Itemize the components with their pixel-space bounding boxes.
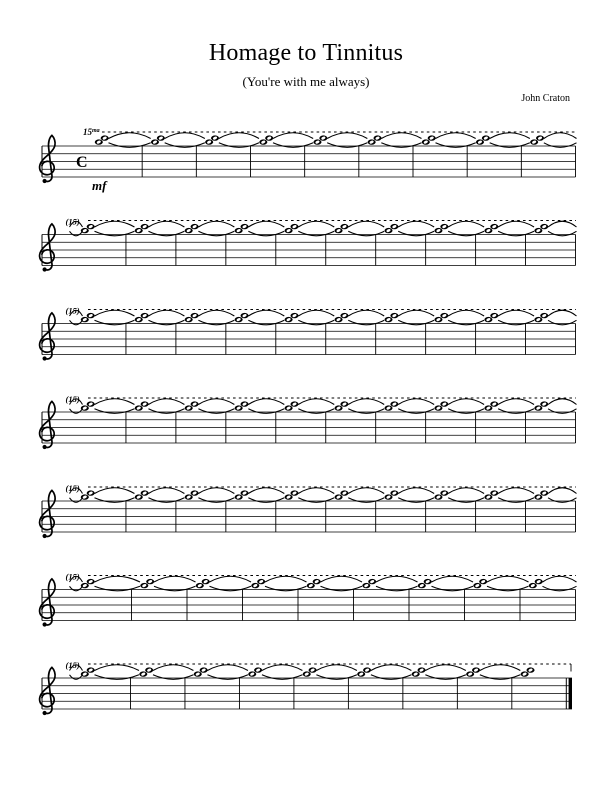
tie-lower-curve	[148, 498, 184, 503]
tie-lower-curve	[273, 143, 313, 148]
dynamic-marking: mf	[92, 178, 107, 193]
tie-lower-curve	[448, 498, 484, 503]
staff-system	[40, 572, 577, 627]
tie-lower-curve	[70, 320, 83, 325]
tie	[348, 310, 384, 325]
whole-note-chord	[362, 579, 376, 588]
tie-lower-curve	[490, 143, 530, 148]
tie	[148, 310, 184, 325]
whole-note-chord	[530, 135, 544, 144]
whole-note-chord	[285, 490, 299, 499]
tie	[298, 399, 334, 414]
tie-upper-curve	[262, 665, 302, 671]
tie	[148, 488, 184, 503]
tie-lower-curve	[298, 231, 334, 236]
ottava-marking	[83, 127, 576, 137]
whole-note-chord	[81, 579, 95, 588]
tie-upper-curve	[153, 665, 193, 671]
tie-upper-curve	[348, 221, 384, 227]
tie-upper-curve	[498, 488, 534, 494]
tie-lower-curve	[95, 586, 141, 591]
tie-lower-curve	[348, 320, 384, 325]
tie-lower-curve	[398, 320, 434, 325]
tie	[436, 133, 476, 148]
tie-upper-curve	[448, 221, 484, 227]
tie-lower-curve	[348, 409, 384, 414]
whole-note-chord	[484, 490, 498, 499]
tie-upper-curve	[348, 488, 384, 494]
tie-lower-curve	[148, 231, 184, 236]
tie-lower-curve	[207, 675, 247, 680]
whole-note-chord	[385, 313, 399, 322]
whole-note-chord	[235, 401, 249, 410]
tie-upper-curve	[248, 488, 284, 494]
tie-lower-curve	[321, 586, 363, 591]
whole-note-chord	[185, 401, 199, 410]
tie-upper-curve	[544, 133, 577, 139]
whole-note-chord	[434, 490, 448, 499]
tie	[371, 665, 411, 680]
tie-lower-curve	[498, 498, 534, 503]
tie	[248, 488, 284, 503]
tie-upper-curve	[548, 310, 576, 316]
tie-lower-curve	[219, 143, 259, 148]
staff-system	[40, 660, 572, 715]
whole-note-chord	[248, 667, 262, 676]
whole-note-chord	[135, 401, 149, 410]
tie-upper-curve	[436, 133, 476, 139]
tie	[498, 488, 534, 503]
whole-note-chord	[196, 579, 210, 588]
whole-note-chord	[385, 490, 399, 499]
tie	[398, 221, 434, 236]
whole-note-chord	[422, 135, 436, 144]
whole-note-chord	[484, 313, 498, 322]
ottava-label: (15)	[65, 216, 80, 227]
tie-upper-curve	[298, 310, 334, 316]
tie	[321, 576, 363, 591]
whole-note-chord	[135, 224, 149, 233]
tie	[498, 310, 534, 325]
tie-upper-curve	[543, 576, 577, 582]
whole-note-chord	[335, 490, 349, 499]
tie	[425, 665, 465, 680]
tie	[548, 221, 576, 236]
tie-lower-curve	[398, 231, 434, 236]
tie-lower-curve	[95, 231, 135, 236]
tie	[265, 576, 307, 591]
tie-upper-curve	[95, 488, 135, 494]
tie-lower-curve	[198, 409, 234, 414]
whole-note-chord	[434, 224, 448, 233]
tie-lower-curve	[448, 409, 484, 414]
whole-note-chord	[235, 224, 249, 233]
tie	[153, 665, 193, 680]
tie	[198, 221, 234, 236]
tie	[248, 310, 284, 325]
tie-upper-curve	[480, 665, 520, 671]
tie-upper-curve	[498, 399, 534, 405]
tie-upper-curve	[248, 399, 284, 405]
tie-upper-curve	[248, 221, 284, 227]
tie-lower-curve	[70, 409, 83, 414]
tie-lower-curve	[248, 231, 284, 236]
tie	[448, 221, 484, 236]
tie-lower-curve	[198, 498, 234, 503]
whole-note-chord	[303, 667, 317, 676]
tie-upper-curve	[298, 488, 334, 494]
tie	[95, 221, 135, 236]
tie	[327, 133, 367, 148]
piece-title: Homage to Tinnitus	[208, 40, 404, 66]
tie-lower-curve	[148, 320, 184, 325]
tie-lower-curve	[348, 498, 384, 503]
tie-lower-curve	[165, 143, 205, 148]
tie-upper-curve	[348, 310, 384, 316]
tie	[198, 488, 234, 503]
whole-note-chord	[335, 401, 349, 410]
tie-upper-curve	[95, 576, 141, 582]
ottava-label: (15)	[65, 394, 80, 404]
tie-lower-curve	[548, 409, 576, 414]
whole-note-chord	[368, 135, 382, 144]
staff-system	[40, 394, 577, 449]
final-barline-thick	[569, 678, 572, 709]
tie	[348, 221, 384, 236]
tie	[95, 665, 139, 680]
tie	[432, 576, 474, 591]
whole-note-chord	[81, 224, 95, 233]
tie-lower-curve	[70, 231, 83, 236]
tie-upper-curve	[348, 399, 384, 405]
tie-lower-curve	[262, 675, 302, 680]
tie-upper-curve	[548, 399, 576, 405]
whole-note-chord	[285, 313, 299, 322]
whole-note-chord	[81, 401, 95, 410]
tie-lower-curve	[371, 675, 411, 680]
whole-note-chord	[313, 135, 327, 144]
tie-lower-curve	[316, 675, 356, 680]
tie-lower-curve	[298, 320, 334, 325]
ottava-label: (15)	[65, 305, 80, 316]
tie	[548, 399, 576, 414]
tie-upper-curve	[148, 221, 184, 227]
tie	[262, 665, 302, 680]
tie	[95, 310, 135, 325]
tie	[448, 310, 484, 325]
tie	[95, 488, 135, 503]
tie-lower-curve	[327, 143, 367, 148]
tie-upper-curve	[298, 399, 334, 405]
tie	[248, 221, 284, 236]
tie	[480, 665, 520, 680]
tie	[498, 399, 534, 414]
tie	[487, 576, 529, 591]
tie-upper-curve	[207, 665, 247, 671]
tie	[376, 576, 418, 591]
whole-note-chord	[135, 490, 149, 499]
tie-upper-curve	[95, 221, 135, 227]
tie-upper-curve	[381, 133, 421, 139]
tie-lower-curve	[70, 586, 83, 591]
whole-note-chord	[335, 224, 349, 233]
tie	[298, 221, 334, 236]
tie-upper-curve	[198, 221, 234, 227]
tie-upper-curve	[95, 665, 139, 671]
whole-note-chord	[476, 135, 490, 144]
tie-upper-curve	[148, 488, 184, 494]
whole-note-chord	[335, 313, 349, 322]
tie-lower-curve	[348, 231, 384, 236]
tie-lower-curve	[95, 675, 139, 680]
tie	[448, 488, 484, 503]
tie-upper-curve	[95, 310, 135, 316]
tie-lower-curve	[95, 320, 135, 325]
whole-note-chord	[135, 313, 149, 322]
whole-note-chord	[251, 579, 265, 588]
time-signature-common: C	[76, 154, 88, 171]
whole-note-chord	[139, 667, 153, 676]
tie-upper-curve	[273, 133, 313, 139]
tie-lower-curve	[95, 498, 135, 503]
ottava-label: (15)	[65, 571, 80, 582]
whole-note-chord	[235, 313, 249, 322]
tie-upper-curve	[398, 310, 434, 316]
whole-note-chord	[466, 667, 480, 676]
tie-upper-curve	[148, 399, 184, 405]
tie-lower-curve	[298, 409, 334, 414]
whole-note-chord	[484, 224, 498, 233]
tie-lower-curve	[148, 409, 184, 414]
tie-lower-curve	[425, 675, 465, 680]
tie-lower-curve	[95, 409, 135, 414]
tie-upper-curve	[148, 310, 184, 316]
tie-upper-curve	[248, 310, 284, 316]
tie-lower-curve	[248, 320, 284, 325]
tie-lower-curve	[548, 498, 576, 503]
tie	[490, 133, 530, 148]
tie	[348, 488, 384, 503]
tie-lower-curve	[198, 320, 234, 325]
tie-upper-curve	[398, 221, 434, 227]
whole-note-chord	[81, 313, 95, 322]
tie	[273, 133, 313, 148]
tie-lower-curve	[198, 231, 234, 236]
tie-lower-curve	[480, 675, 520, 680]
tie-lower-curve	[548, 231, 576, 236]
tie-lower-curve	[376, 586, 418, 591]
tie-upper-curve	[265, 576, 307, 582]
tie-upper-curve	[327, 133, 367, 139]
tie-lower-curve	[498, 409, 534, 414]
tie-lower-curve	[436, 143, 476, 148]
whole-note-chord	[534, 224, 548, 233]
whole-note-chord	[534, 401, 548, 410]
tie-lower-curve	[548, 320, 576, 325]
tie-lower-curve	[298, 498, 334, 503]
whole-note-chord	[521, 667, 535, 676]
tie	[95, 576, 141, 591]
tie-upper-curve	[425, 665, 465, 671]
whole-note-chord	[205, 135, 219, 144]
tie	[210, 576, 252, 591]
tie-lower-curve	[487, 586, 529, 591]
tie	[148, 221, 184, 236]
tie-lower-curve	[448, 231, 484, 236]
tie-lower-curve	[398, 409, 434, 414]
tie	[544, 133, 577, 148]
staff-system	[40, 306, 577, 361]
whole-note-chord	[140, 579, 154, 588]
tie	[198, 399, 234, 414]
tie	[198, 310, 234, 325]
tie-lower-curve	[498, 231, 534, 236]
whole-note-chord	[484, 401, 498, 410]
tie-lower-curve	[498, 320, 534, 325]
tie	[95, 399, 135, 414]
whole-note-chord	[434, 313, 448, 322]
tie-upper-curve	[321, 576, 363, 582]
tie-lower-curve	[210, 586, 252, 591]
whole-note-chord	[534, 313, 548, 322]
tie	[298, 310, 334, 325]
whole-note-chord	[412, 667, 426, 676]
tie-upper-curve	[376, 576, 418, 582]
whole-note-chord	[285, 224, 299, 233]
ottava-label: (15)	[65, 660, 80, 670]
whole-note-chord	[235, 490, 249, 499]
tie-upper-curve	[95, 399, 135, 405]
tie-upper-curve	[398, 399, 434, 405]
tie	[498, 221, 534, 236]
whole-note-chord	[473, 579, 487, 588]
tie	[207, 665, 247, 680]
tie-upper-curve	[498, 221, 534, 227]
whole-note-chord	[357, 667, 371, 676]
tie-lower-curve	[432, 586, 474, 591]
composer-name: John Craton	[521, 93, 570, 104]
tie	[154, 576, 196, 591]
tie	[109, 133, 151, 148]
tie	[248, 399, 284, 414]
staff-system	[40, 127, 577, 193]
ottava-label: (15)	[65, 483, 80, 493]
tie-lower-curve	[70, 675, 83, 680]
tie-lower-curve	[248, 409, 284, 414]
whole-note-chord	[95, 135, 109, 144]
piece-subtitle: (You're with me always)	[242, 74, 370, 89]
tie-upper-curve	[198, 310, 234, 316]
whole-note-chord	[81, 490, 95, 499]
tie-upper-curve	[154, 576, 196, 582]
tie-upper-curve	[371, 665, 411, 671]
tie-lower-curve	[154, 586, 196, 591]
tie	[348, 399, 384, 414]
whole-note-chord	[529, 579, 543, 588]
tie-lower-curve	[398, 498, 434, 503]
tie-lower-curve	[70, 498, 83, 503]
whole-note-chord	[259, 135, 273, 144]
whole-note-chord	[434, 401, 448, 410]
tie-upper-curve	[548, 221, 576, 227]
whole-note-chord	[185, 490, 199, 499]
tie-upper-curve	[398, 488, 434, 494]
tie-upper-curve	[448, 399, 484, 405]
tie-lower-curve	[265, 586, 307, 591]
staff-system	[40, 217, 577, 272]
whole-note-chord	[534, 490, 548, 499]
tie-lower-curve	[248, 498, 284, 503]
ottava-marking	[66, 572, 577, 582]
tie	[165, 133, 205, 148]
tie	[316, 665, 356, 680]
whole-note-chord	[385, 401, 399, 410]
tie-lower-curve	[109, 143, 151, 148]
tie-upper-curve	[316, 665, 356, 671]
tie	[381, 133, 421, 148]
tie-lower-curve	[448, 320, 484, 325]
whole-note-chord	[185, 224, 199, 233]
tie	[548, 310, 576, 325]
whole-note-chord	[285, 401, 299, 410]
whole-note-chord	[185, 313, 199, 322]
tie-upper-curve	[298, 221, 334, 227]
whole-note-chord	[151, 135, 165, 144]
tie	[398, 399, 434, 414]
tie-upper-curve	[448, 488, 484, 494]
tie	[219, 133, 259, 148]
tie-lower-curve	[543, 586, 577, 591]
tie	[448, 399, 484, 414]
tie	[398, 488, 434, 503]
tie-upper-curve	[490, 133, 530, 139]
whole-note-chord	[418, 579, 432, 588]
whole-note-chord	[194, 667, 208, 676]
tie-upper-curve	[165, 133, 205, 139]
whole-note-chord	[307, 579, 321, 588]
tie-lower-curve	[381, 143, 421, 148]
tie-upper-curve	[487, 576, 529, 582]
ottava-label: $15^{ma}$	[83, 127, 100, 137]
tie-lower-curve	[153, 675, 193, 680]
whole-note-chord	[385, 224, 399, 233]
tie	[543, 576, 577, 591]
tie	[148, 399, 184, 414]
tie-upper-curve	[498, 310, 534, 316]
tie-upper-curve	[448, 310, 484, 316]
tie-upper-curve	[219, 133, 259, 139]
tie-upper-curve	[198, 488, 234, 494]
tie-upper-curve	[210, 576, 252, 582]
tie	[548, 488, 576, 503]
staff-system	[40, 483, 577, 538]
tie-upper-curve	[548, 488, 576, 494]
tie-upper-curve	[109, 133, 151, 139]
tie-upper-curve	[432, 576, 474, 582]
tie	[398, 310, 434, 325]
tie-upper-curve	[198, 399, 234, 405]
tie	[298, 488, 334, 503]
tie-lower-curve	[544, 143, 577, 148]
whole-note-chord	[81, 667, 95, 676]
